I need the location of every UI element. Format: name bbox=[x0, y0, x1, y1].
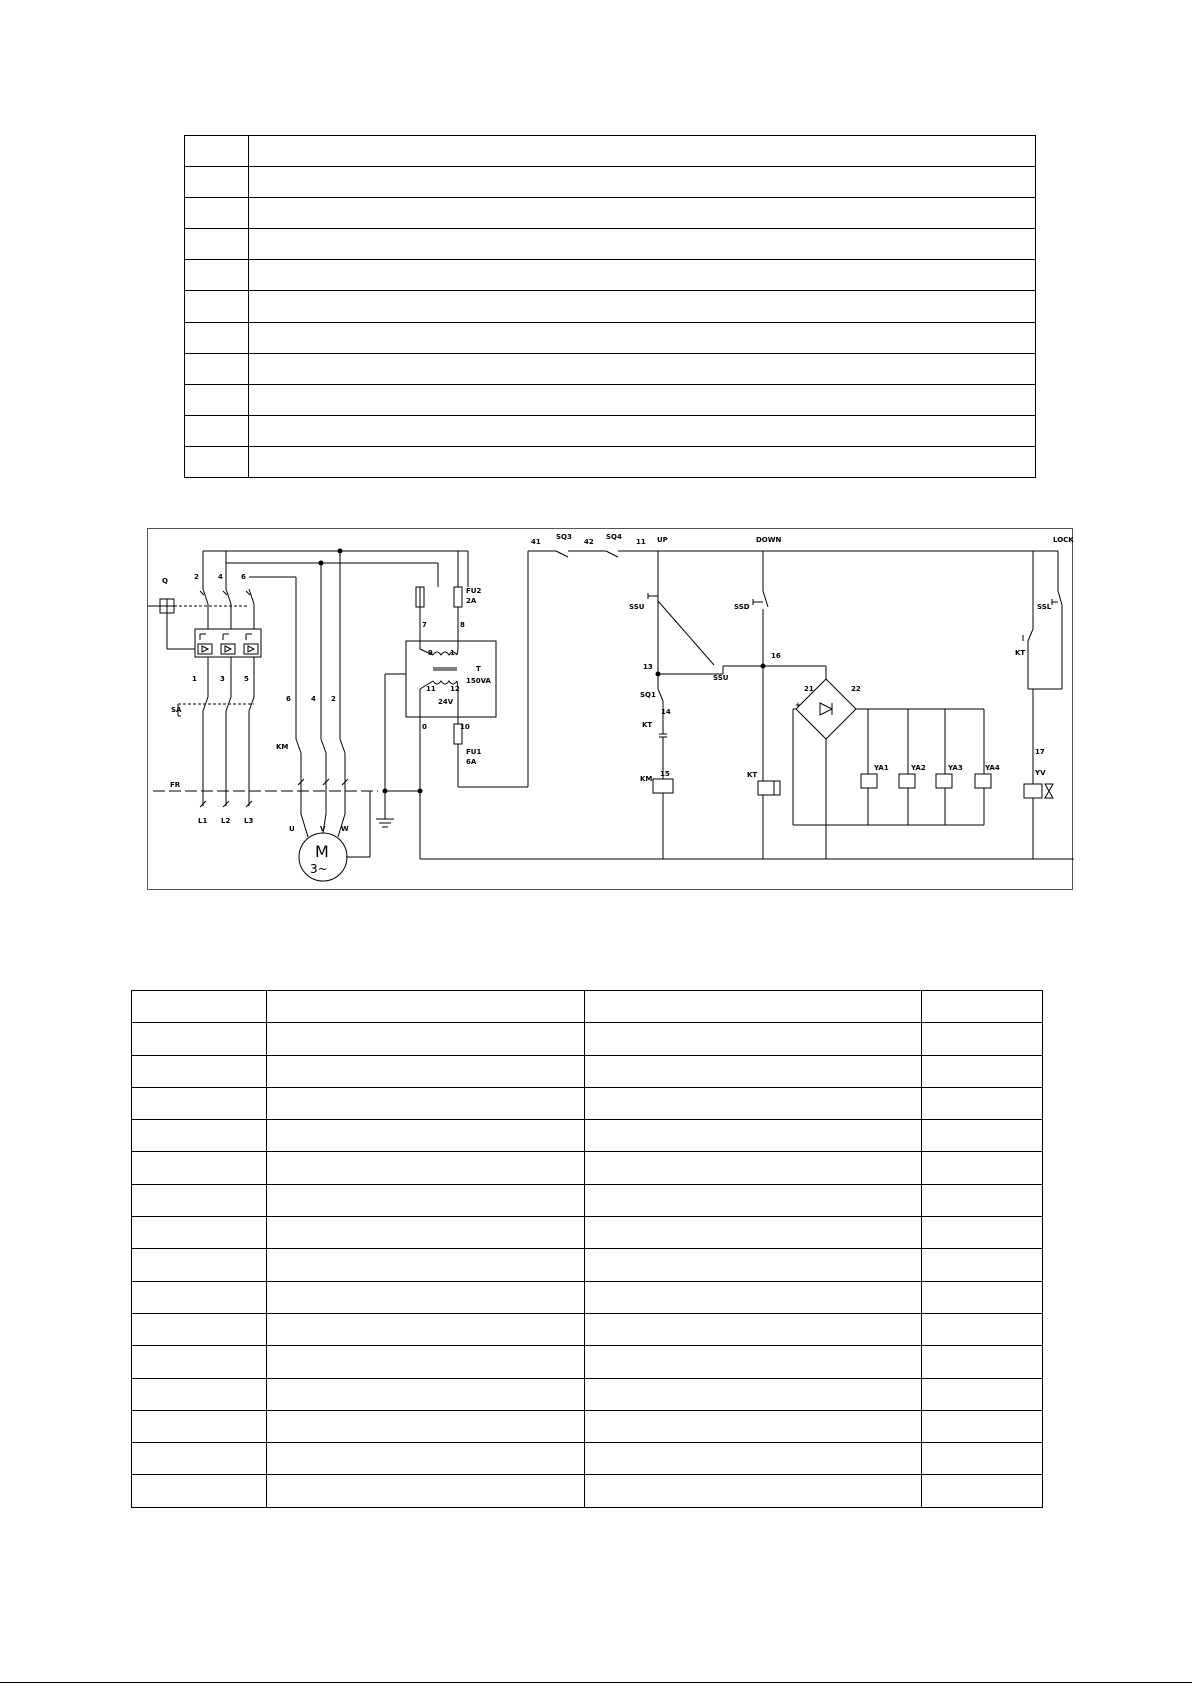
top-table bbox=[184, 135, 1036, 478]
label-l3: L3 bbox=[244, 817, 254, 825]
down-branch bbox=[753, 551, 780, 859]
label-fu1: FU1 bbox=[466, 748, 482, 756]
label-km: KM bbox=[276, 743, 289, 751]
table-cell bbox=[922, 1313, 1043, 1345]
table-cell bbox=[267, 1410, 585, 1442]
label-n6: 6 bbox=[241, 573, 246, 581]
table-row bbox=[132, 1184, 1043, 1216]
label-sq3: SQ3 bbox=[556, 533, 572, 541]
table-cell bbox=[132, 1087, 267, 1119]
label-w15: 15 bbox=[660, 770, 670, 778]
table-row bbox=[132, 1249, 1043, 1281]
table-cell bbox=[132, 1346, 267, 1378]
table-cell bbox=[267, 1475, 585, 1507]
table-cell bbox=[585, 1023, 922, 1055]
table-cell bbox=[267, 1023, 585, 1055]
table-row bbox=[132, 1023, 1043, 1055]
label-ssd: SSD bbox=[734, 603, 750, 611]
table-cell bbox=[132, 1184, 267, 1216]
lock-branch bbox=[1023, 551, 1062, 859]
table-cell bbox=[585, 1087, 922, 1119]
table-row bbox=[132, 1410, 1043, 1442]
label-yv: YV bbox=[1035, 769, 1046, 777]
table-row bbox=[132, 1152, 1043, 1184]
table-cell bbox=[132, 1152, 267, 1184]
table-cell bbox=[185, 353, 249, 384]
table-cell bbox=[922, 1087, 1043, 1119]
label-ssl: SSL bbox=[1037, 603, 1052, 611]
label-w41: 41 bbox=[531, 538, 541, 546]
table-row bbox=[185, 136, 1036, 167]
table-cell bbox=[185, 198, 249, 229]
label-plus: + bbox=[795, 701, 801, 709]
table-row bbox=[185, 446, 1036, 477]
ground bbox=[376, 674, 422, 827]
table-cell bbox=[922, 1281, 1043, 1313]
table-cell bbox=[922, 1346, 1043, 1378]
rectifier bbox=[763, 666, 991, 859]
table-cell bbox=[585, 1120, 922, 1152]
table-cell bbox=[585, 1475, 922, 1507]
table-row bbox=[185, 167, 1036, 198]
table-cell bbox=[267, 1152, 585, 1184]
table-row bbox=[132, 1120, 1043, 1152]
table-cell bbox=[922, 1120, 1043, 1152]
table-cell bbox=[249, 322, 1036, 353]
label-w14: 14 bbox=[661, 708, 671, 716]
label-ya2: YA2 bbox=[911, 764, 926, 772]
table-row bbox=[132, 1055, 1043, 1087]
table-cell bbox=[922, 1443, 1043, 1475]
label-t9: 9 bbox=[428, 649, 433, 657]
table-cell bbox=[922, 1249, 1043, 1281]
table-cell bbox=[249, 136, 1036, 167]
label-w16: 16 bbox=[771, 652, 781, 660]
table-row bbox=[132, 1217, 1043, 1249]
table-cell bbox=[585, 1152, 922, 1184]
table-row bbox=[185, 198, 1036, 229]
table-cell bbox=[267, 1120, 585, 1152]
table-cell bbox=[249, 291, 1036, 322]
label-n3: 3 bbox=[220, 675, 225, 683]
table-cell bbox=[185, 291, 249, 322]
table-row bbox=[185, 415, 1036, 446]
table-cell bbox=[585, 1184, 922, 1216]
table-cell bbox=[585, 1249, 922, 1281]
label-kt-coil: KT bbox=[747, 771, 758, 779]
label-n1: 1 bbox=[192, 675, 197, 683]
label-w17: 17 bbox=[1035, 748, 1045, 756]
label-kt2: KT bbox=[1015, 649, 1026, 657]
table-row bbox=[132, 991, 1043, 1023]
table-cell bbox=[585, 1346, 922, 1378]
label-ssu: SSU bbox=[629, 603, 645, 611]
label-ya1: YA1 bbox=[874, 764, 889, 772]
label-fu2: FU2 bbox=[466, 587, 482, 595]
table-cell bbox=[922, 1410, 1043, 1442]
table-row bbox=[132, 1087, 1043, 1119]
label-kt: KT bbox=[642, 721, 653, 729]
label-tr-t: T bbox=[476, 665, 481, 673]
bottom-table bbox=[131, 990, 1043, 1508]
label-lock: LOCK bbox=[1053, 536, 1074, 544]
label-n4: 4 bbox=[218, 573, 223, 581]
table-cell bbox=[185, 167, 249, 198]
label-m2: 2 bbox=[331, 695, 336, 703]
protection-block bbox=[167, 613, 261, 657]
table-cell bbox=[267, 1281, 585, 1313]
table-cell bbox=[132, 1055, 267, 1087]
table-row bbox=[132, 1281, 1043, 1313]
table-cell bbox=[585, 1443, 922, 1475]
km-contacts bbox=[296, 739, 348, 814]
table-cell bbox=[249, 353, 1036, 384]
transformer bbox=[406, 551, 1074, 859]
table-cell bbox=[267, 1249, 585, 1281]
label-t7: 7 bbox=[422, 621, 427, 629]
table-cell bbox=[132, 1410, 267, 1442]
table-cell bbox=[922, 1217, 1043, 1249]
table-cell bbox=[267, 1217, 585, 1249]
table-cell bbox=[585, 1410, 922, 1442]
table-row bbox=[132, 1378, 1043, 1410]
table-cell bbox=[249, 446, 1036, 477]
label-m6: 6 bbox=[286, 695, 291, 703]
label-tr-rating: 150VA bbox=[466, 677, 491, 685]
label-fu1-rating: 6A bbox=[466, 758, 477, 766]
label-t0: 0 bbox=[422, 723, 427, 731]
label-t11: 11 bbox=[426, 685, 436, 693]
table-row bbox=[185, 229, 1036, 260]
label-ya3: YA3 bbox=[948, 764, 963, 772]
isolator-switch bbox=[148, 599, 248, 613]
table-cell bbox=[922, 1055, 1043, 1087]
table-cell bbox=[185, 384, 249, 415]
label-m4: 4 bbox=[311, 695, 316, 703]
table-cell bbox=[132, 991, 267, 1023]
table-cell bbox=[922, 1475, 1043, 1507]
table-cell bbox=[132, 1443, 267, 1475]
page-bottom-rule bbox=[0, 1682, 1192, 1683]
label-w11: 11 bbox=[636, 538, 646, 546]
table-cell bbox=[267, 1087, 585, 1119]
label-t1: 1 bbox=[450, 649, 455, 657]
table-cell bbox=[267, 991, 585, 1023]
supply-terminals bbox=[200, 794, 252, 807]
table-cell bbox=[267, 1378, 585, 1410]
circuit-svg bbox=[148, 529, 1074, 891]
table-row bbox=[185, 322, 1036, 353]
table-cell bbox=[132, 1249, 267, 1281]
table-cell bbox=[585, 1281, 922, 1313]
table-cell bbox=[585, 1055, 922, 1087]
label-fu2-rating: 2A bbox=[466, 597, 477, 605]
table-row bbox=[132, 1313, 1043, 1345]
table-cell bbox=[185, 229, 249, 260]
table-cell bbox=[267, 1443, 585, 1475]
table-cell bbox=[922, 991, 1043, 1023]
table-cell bbox=[267, 1184, 585, 1216]
table-cell bbox=[922, 1152, 1043, 1184]
label-sq1: SQ1 bbox=[640, 691, 656, 699]
label-u: U bbox=[289, 825, 295, 833]
label-motor-type: 3~ bbox=[310, 862, 328, 876]
table-cell bbox=[132, 1217, 267, 1249]
up-branch bbox=[648, 551, 765, 859]
table-cell bbox=[585, 1217, 922, 1249]
table-cell bbox=[132, 1281, 267, 1313]
table-cell bbox=[249, 384, 1036, 415]
table-cell bbox=[249, 167, 1036, 198]
label-km-coil: KM bbox=[640, 775, 653, 783]
table-cell bbox=[249, 229, 1036, 260]
label-w: W bbox=[341, 825, 349, 833]
label-l2: L2 bbox=[221, 817, 231, 825]
table-cell bbox=[249, 198, 1036, 229]
table-cell bbox=[185, 322, 249, 353]
label-w22: 22 bbox=[851, 685, 861, 693]
table-row bbox=[185, 260, 1036, 291]
label-n5: 5 bbox=[244, 675, 249, 683]
control-rail bbox=[528, 551, 1058, 557]
label-t10: 10 bbox=[460, 723, 470, 731]
table-row bbox=[185, 353, 1036, 384]
label-sq4: SQ4 bbox=[606, 533, 622, 541]
label-v: V bbox=[320, 825, 326, 833]
table-cell bbox=[249, 415, 1036, 446]
label-w42: 42 bbox=[584, 538, 594, 546]
sa-switch bbox=[178, 657, 254, 794]
table-cell bbox=[132, 1475, 267, 1507]
label-sa: SA bbox=[171, 706, 182, 714]
label-w21: 21 bbox=[804, 685, 814, 693]
circuit-diagram bbox=[147, 528, 1073, 890]
label-fr: FR bbox=[170, 781, 181, 789]
label-q: Q bbox=[162, 577, 168, 585]
table-cell bbox=[922, 1378, 1043, 1410]
table-row bbox=[185, 291, 1036, 322]
table-cell bbox=[585, 1378, 922, 1410]
label-down: DOWN bbox=[756, 536, 782, 544]
label-t12: 12 bbox=[450, 685, 460, 693]
table-row bbox=[132, 1475, 1043, 1507]
table-cell bbox=[185, 136, 249, 167]
table-cell bbox=[267, 1346, 585, 1378]
table-row bbox=[132, 1346, 1043, 1378]
table-cell bbox=[585, 1313, 922, 1345]
table-cell bbox=[185, 415, 249, 446]
table-cell bbox=[267, 1313, 585, 1345]
table-cell bbox=[267, 1055, 585, 1087]
table-row bbox=[132, 1443, 1043, 1475]
label-ya4: YA4 bbox=[985, 764, 1000, 772]
table-cell bbox=[922, 1023, 1043, 1055]
table-cell bbox=[185, 260, 249, 291]
table-row bbox=[185, 384, 1036, 415]
table-cell bbox=[585, 991, 922, 1023]
label-ssu2: SSU bbox=[713, 674, 729, 682]
table-cell bbox=[185, 446, 249, 477]
table-cell bbox=[132, 1120, 267, 1152]
label-t8: 8 bbox=[460, 621, 465, 629]
label-tr-volt: 24V bbox=[438, 698, 454, 706]
table-cell bbox=[132, 1313, 267, 1345]
table-cell bbox=[922, 1184, 1043, 1216]
table-cell bbox=[249, 260, 1036, 291]
label-l1: L1 bbox=[198, 817, 208, 825]
table-cell bbox=[132, 1378, 267, 1410]
label-up: UP bbox=[657, 536, 668, 544]
table-cell bbox=[132, 1023, 267, 1055]
label-w13: 13 bbox=[643, 663, 653, 671]
label-n2: 2 bbox=[194, 573, 199, 581]
label-motor: M bbox=[315, 842, 329, 861]
